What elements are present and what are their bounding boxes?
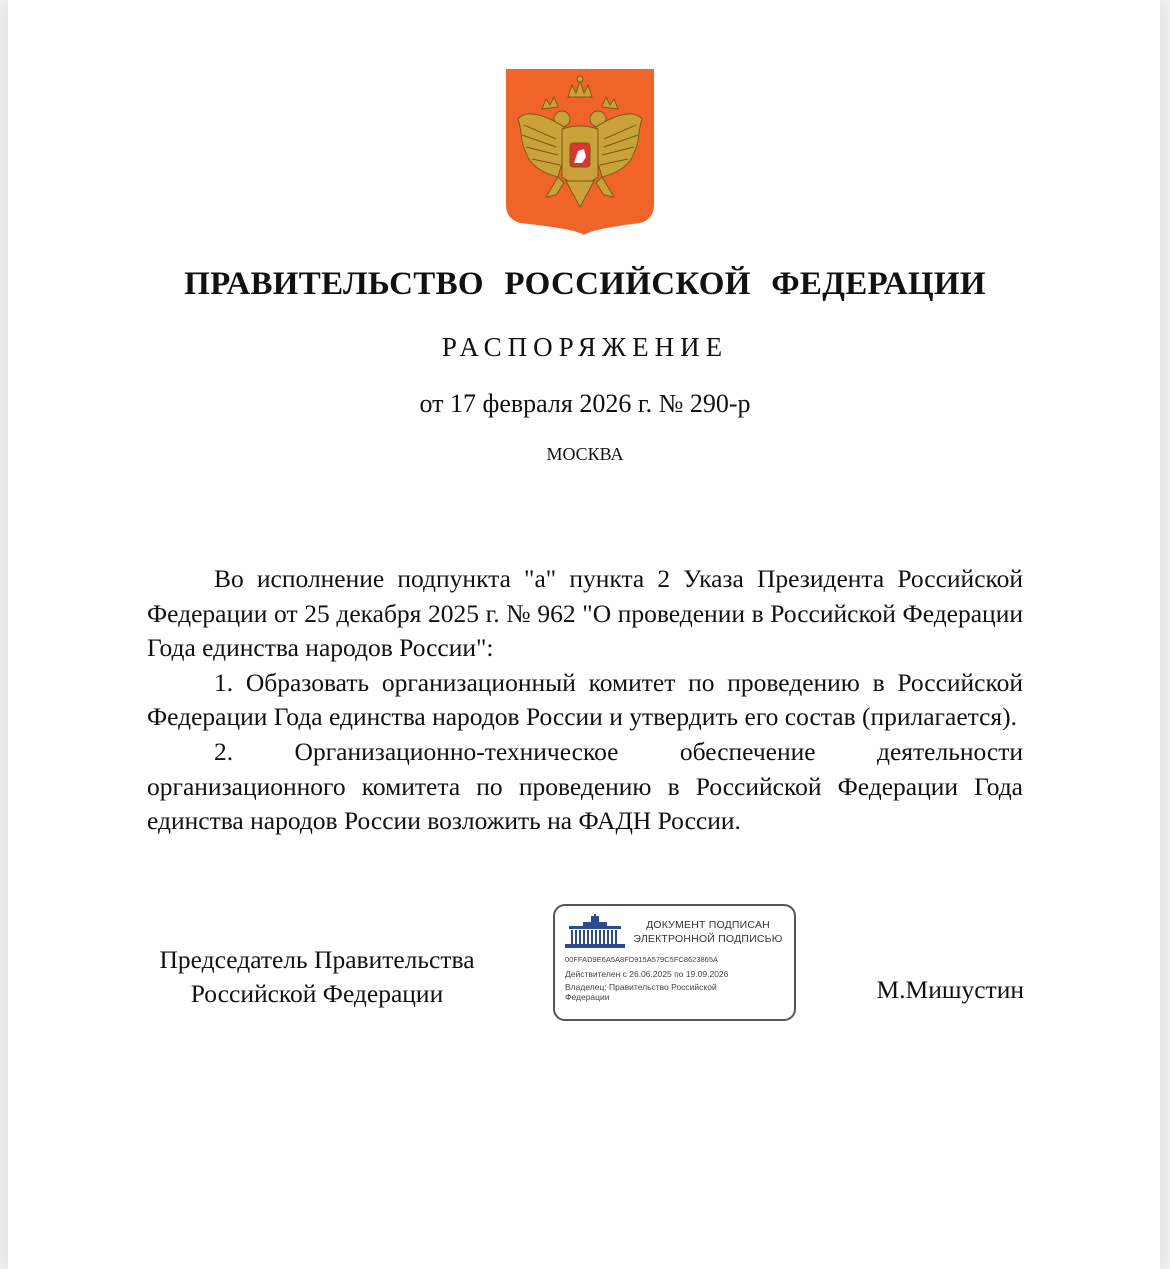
body-paragraph-preamble: Во исполнение подпункта "а" пункта 2 Указа Президента Российской Федерации от 25 декабря 2025 г. № 962 "О проведении в Российской Федерации Года единства народов России": [147,564,1023,663]
signatory-role [147,943,487,1011]
stamp-owner [565,982,765,1002]
stamp-certificate-serial: 00FFAD9E6A5A8FD915A579C5FC8623865A [565,955,719,964]
document-body [147,562,1023,839]
document-date-number: от 17 февраля 2026 г. № 290-р [419,389,751,418]
electronic-signature-stamp [553,904,796,1021]
government-building-icon [565,914,625,948]
stamp-owner-line-2: Федерации [565,992,610,1002]
stamp-title-line-1: ДОКУМЕНТ ПОДПИСАН [646,919,770,931]
russian-coat-of-arms-icon [506,69,654,235]
document-type: РАСПОРЯЖЕНИЕ [441,332,729,362]
signatory-role-line-1: Председатель Правительства [159,945,475,974]
stamp-owner-line-1: Владелец: Правительство Российской [565,982,717,992]
government-title: ПРАВИТЕЛЬСТВО РОССИЙСКОЙ ФЕДЕРАЦИИ [184,266,986,302]
body-paragraph-item-1: 1. Образовать организационный комитет по проведению в Российской Федерации Года единства народов России и утвердить его состав (прилагается). [147,667,1023,732]
stamp-title-line-2: ЭЛЕКТРОННОЙ ПОДПИСЬЮ [633,933,783,945]
body-paragraph-item-2: 2. Организационно-техническое обеспечение деятельности организационного комитета по проведению в Российской Федерации Года единства народов России возложить на ФАДН России. [147,736,1023,836]
stamp-validity-period: Действителен с 26.06.2025 по 19.09.2026 [565,969,729,979]
signatory-role-line-2: Российской Федерации [190,979,444,1008]
document-city: МОСКВА [546,444,624,464]
stamp-title [627,918,789,946]
signatory-name: М.Мишустин [876,975,1024,1004]
